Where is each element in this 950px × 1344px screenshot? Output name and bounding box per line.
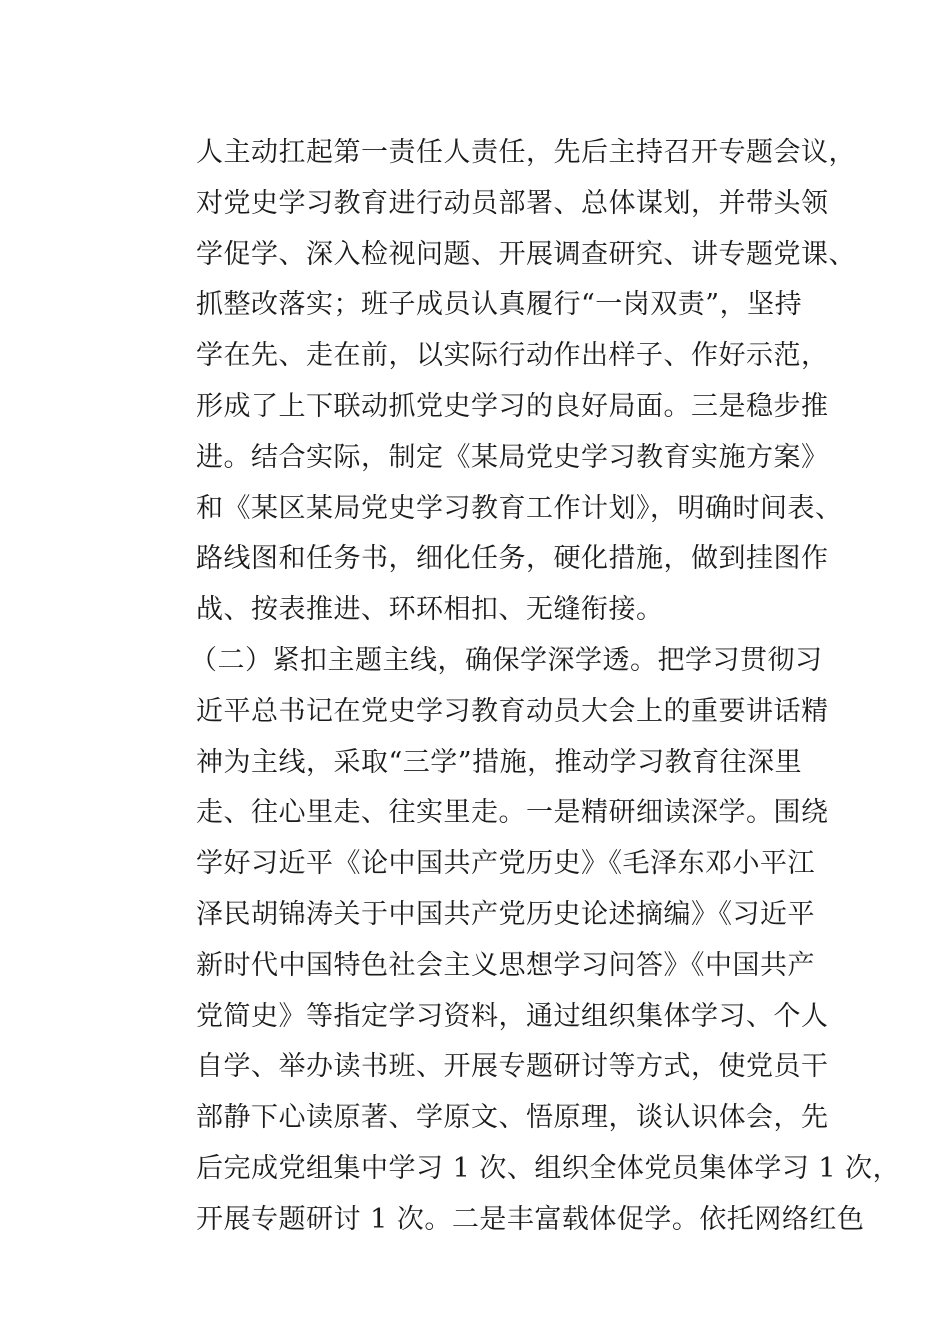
text-line: 后完成党组集中学习 1 次、组织全体党员集体学习 1 次， (196, 1152, 901, 1184)
text-line: 新时代中国特色社会主义思想学习问答》《中国共产 (196, 949, 815, 981)
text-line: 进。结合实际，制定《某局党史学习教育实施方案》 (196, 441, 829, 473)
text-line: 神为主线，采取“三学”措施，推动学习教育往深里 (196, 746, 803, 778)
text-line: 走、往心里走、往实里走。一是精研细读深学。围绕 (196, 797, 829, 829)
text-line: 形成了上下联动抓党史学习的良好局面。三是稳步推 (196, 390, 829, 422)
text-line: 人主动扛起第一责任人责任，先后主持召开专题会议， (196, 137, 856, 168)
text-line: 抓整改落实；班子成员认真履行“一岗双责”，坚持 (196, 289, 803, 321)
body-text (190, 128, 901, 1246)
text-line: 泽民胡锦涛关于中国共产党历史论述摘编》《习近平 (196, 898, 815, 930)
text-line: 对党史学习教育进行动员部署、总体谋划，并带头领 (196, 187, 829, 219)
text-line: 战、按表推进、环环相扣、无缝衔接。 (196, 594, 664, 626)
text-line: 近平总书记在党史学习教育动员大会上的重要讲话精 (196, 695, 829, 727)
text-line: 党简史》等指定学习资料，通过组织集体学习、个人 (196, 1000, 829, 1032)
text-line: 和《某区某局党史学习教育工作计划》，明确时间表、 (196, 492, 843, 524)
text-line: 部静下心读原著、学原文、悟原理，谈认识体会，先 (196, 1102, 829, 1134)
text-line: 开展专题研讨 1 次。二是丰富载体促学。依托网络红色 (196, 1203, 865, 1235)
text-line: 学在先、走在前，以实际行动作出样子、作好示范， (196, 340, 829, 372)
text-line: 学促学、深入检视问题、开展调查研究、讲专题党课、 (196, 238, 856, 270)
text-line: 路线图和任务书，细化任务，硬化措施，做到挂图作 (196, 543, 829, 575)
text-line: 学好习近平《论中国共产党历史》《毛泽东邓小平江 (196, 848, 815, 880)
section-heading-line: （二）紧扣主题主线，确保学深学透。把学习贯彻习 (190, 644, 823, 676)
text-line: 自学、举办读书班、开展专题研讨等方式，使党员干 (196, 1051, 829, 1083)
